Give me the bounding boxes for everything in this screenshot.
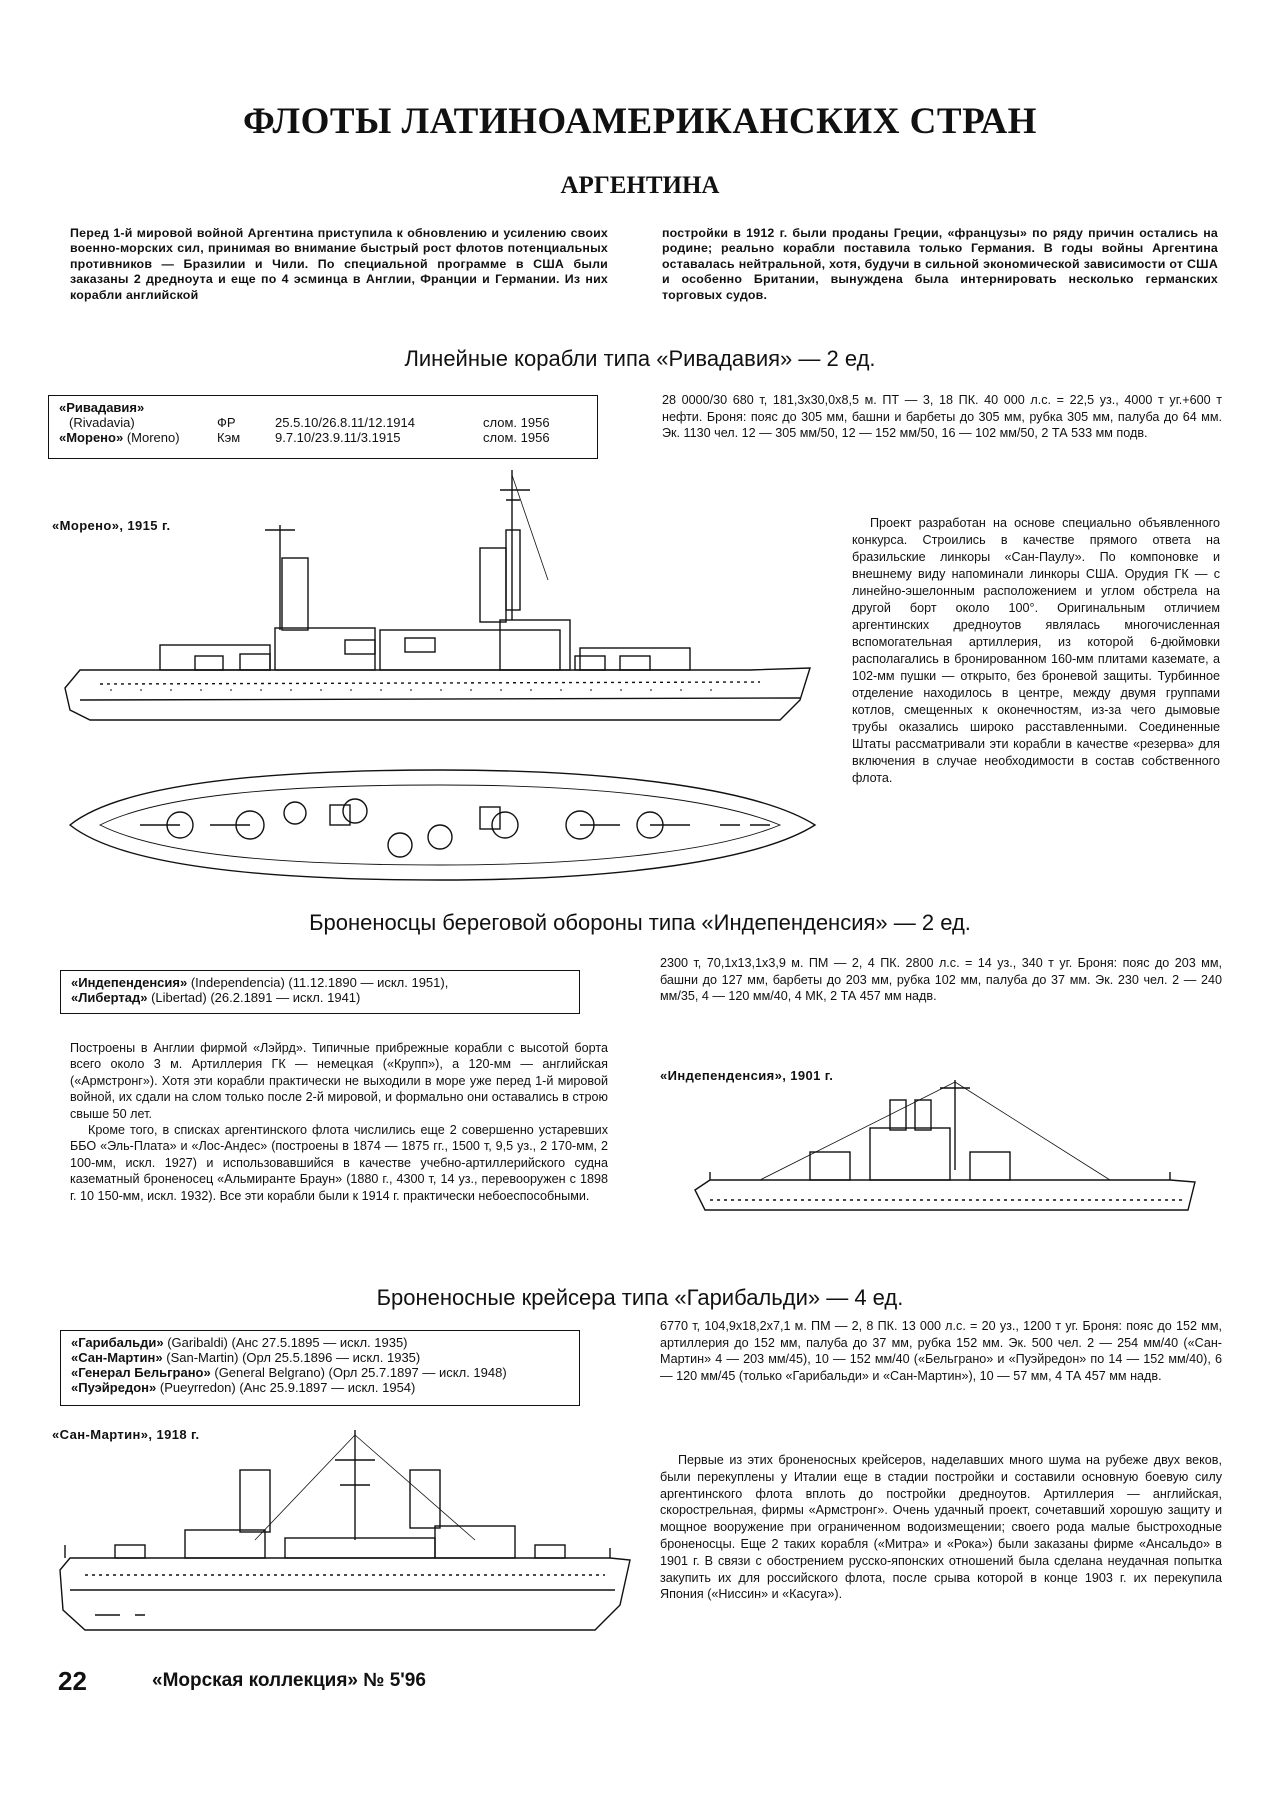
ship-row [59, 415, 558, 430]
ship-details: (Independencia) (11.12.1890 — искл. 1951), [190, 975, 449, 990]
spec-rivadavia: 28 0000/30 680 т, 181,3х30,0х8,5 м. ПТ — 3, 18 ПК. 40 000 л.с. = 22,5 уз., 4000 т уг.+600 т нефти. Броня: пояс до 305 мм, башни и барбеты до 305 мм, рубка 305 мм, палуба до 64 мм. Эк. 1130 чел. 12 — 305 мм/50, 12 — 152 мм/50, 16 — 102 мм/50, 2 ТА 533 мм подв. [662, 393, 1222, 441]
moreno-plan-drawing [60, 745, 820, 895]
ship-list-independencia [60, 970, 580, 1014]
page-number: 22 [58, 1666, 87, 1696]
ship-row [59, 400, 558, 415]
caption-san-martin: «Сан-Мартин», 1918 г. [52, 1427, 200, 1442]
ship-yard: Кэм [217, 430, 241, 445]
ship-name: «Либертад» [71, 990, 148, 1005]
independencia-profile-drawing [690, 1080, 1200, 1240]
section-heading-garibaldi: Броненосные крейсера типа «Гарибальди» — 4 ед. [376, 1285, 904, 1310]
paragraph: Кроме того, в списках аргентинского флота числились еще 2 совершенно устаревших ББО «Эль-Плата» и «Лос-Андес» (построены в 1874 — 1875 гг., 1500 т, 9,5 уз., 2 170-мм, 2 100-мм, искл. 1927) и использовавшийся в качестве учебно-артиллерийского судна казематный броненосец «Альмиранте Браун» (1880 г., 4300 т, 14 уз., перевооружен с 1898 г. 10 150-мм, искл. 1932). Все эти корабли были к 1914 г. практически небоеспособными. [70, 1123, 608, 1203]
spec-garibaldi: 6770 т, 104,9х18,2х7,1 м. ПМ — 2, 8 ПК. 13 000 л.с. = 20 уз., 1200 т уг. Броня: пояс до 152 мм, артиллерия до 152 мм, палуба до 37 мм, рубка 152 мм. Эк. 500 чел. 2 — 254 мм/40 («Сан-Мартин» 4 — 203 мм/45), 10 — 152 мм/40 («Бельграно» и «Пуэйредон» по 14 — 152 мм/40), 6 — 120 мм/45 (только «Гарибальди» и «Сан-Мартин»), 10 — 57 мм, 4 ТА 457 мм надв. [660, 1319, 1222, 1383]
ship-details: (Garibaldi) (Анс 27.5.1895 — искл. 1935) [167, 1335, 408, 1350]
ship-name: «Пуэйредон» [71, 1380, 157, 1395]
section-heading-rivadavia: Линейные корабли типа «Ривадавия» — 2 ед. [404, 346, 876, 371]
spec-independencia: 2300 т, 70,1х13,1х3,9 м. ПМ — 2, 4 ПК. 2800 л.с. = 14 уз., 340 т уг. Броня: пояс до 203 мм, башни до 127 мм, барбеты до 203 мм, рубка 102 мм, палуба до 37 мм. Эк. 230 чел. 2 — 240 мм/35, 4 — 120 мм/40, 4 МК, 2 ТА 457 мм надв. [660, 956, 1222, 1004]
ship-name: «Морено» [59, 430, 124, 445]
ship-name: «Ривадавия» [59, 400, 145, 415]
san-martin-profile-drawing [55, 1430, 635, 1640]
ship-entry [71, 990, 569, 1005]
ship-fate: слом. 1956 [483, 430, 550, 445]
caption-independencia: «Индепенденсия», 1901 г. [660, 1068, 834, 1083]
description-independencia [70, 1040, 608, 1204]
ship-entry [71, 1350, 569, 1365]
country-heading: АРГЕНТИНА [560, 172, 720, 199]
ship-details: (General Belgrano) (Орл 25.7.1897 — искл. 1948) [214, 1365, 507, 1380]
description-garibaldi: Первые из этих броненосных крейсеров, наделавших много шума на рубеже двух веков, были перекуплены у Италии еще в стадии постройки и составили основную боевую силу аргентинского флота вплоть до постройки дредноутов. Артиллерия — английская, скорострельная, фирмы «Армстронг». Очень удачный проект, сочетавший хорошую защиту и мощное вооружение при ограниченном водоизмещении; своего рода малые быстроходные броненосцы. Еще 2 таких корабля («Митра» и «Рока») были заказаны фирме «Ансальдо» в 1901 г. В связи с обострением русско-японских отношений была сделана неудачная попытка закупить их для российского флота, после срыва которой в конце 1903 г. их перекупила Япония («Ниссин» и «Касуга»). [660, 1453, 1222, 1602]
intro-right-column: постройки в 1912 г. были проданы Греции, «французы» по ряду причин остались на родине; реально корабли поставила только Германия. В годы войны Аргентина оставалась нейтральной, хотя, будучи в сильной экономической зависимости от США и особенно Британии, вынуждена была интернировать несколько германских торговых судов. [662, 226, 1218, 302]
ship-name: «Индепенденсия» [71, 975, 188, 990]
ship-latin: (Rivadavia) [69, 415, 135, 430]
ship-entry [71, 975, 569, 990]
section-heading-independencia: Броненосцы береговой обороны типа «Индепенденсия» — 2 ед. [309, 910, 971, 935]
ship-fate: слом. 1956 [483, 415, 550, 430]
ship-name: «Гарибальди» [71, 1335, 164, 1350]
ship-details: (Libertad) (26.2.1891 — искл. 1941) [151, 990, 361, 1005]
ship-name: «Сан-Мартин» [71, 1350, 163, 1365]
intro-left-column: Перед 1-й мировой войной Аргентина приступила к обновлению и усилению своих военно-морских сил, принимая во внимание быстрый рост флотов потенциальных противников — Бразилии и Чили. По специальной программе в США были заказаны 2 дредноута и еще по 4 эсминца в Англии, Франции и Германии. Из них корабли английской [70, 226, 608, 302]
ship-yard: ФР [217, 415, 236, 430]
ship-entry [71, 1365, 569, 1380]
paragraph: Построены в Англии фирмой «Лэйрд». Типичные прибрежные корабли с высотой борта всего около 3 м. Артиллерия ГК — немецкая («Крупп»), а 120-мм — английская («Армстронг»). Хотя эти корабли практически не выходили в море уже перед 1-й мировой войной, их сдали на слом только после 2-й мировой, и формально они оставались в строю свыше 50 лет. [70, 1041, 608, 1121]
ship-table [59, 400, 558, 445]
ship-name: «Генерал Бельграно» [71, 1365, 211, 1380]
ship-latin: (Moreno) [126, 430, 180, 445]
ship-row [59, 430, 558, 445]
page-title: ФЛОТЫ ЛАТИНОАМЕРИКАНСКИХ СТРАН [243, 101, 1037, 142]
ship-list-rivadavia [48, 395, 598, 459]
ship-entry [71, 1380, 569, 1395]
description-rivadavia: Проект разработан на основе специально объявленного конкурса. Строились в качестве прямого ответа на бразильские линкоры «Сан-Паулу». По компоновке и внешнему виду напоминали линкоры США. Орудия ГК — с линейно-эшелонным расположением и углом обстрела на другой борт около 100°. Оригинальным отличием аргентинских дредноутов являлась многочисленная вспомогательная артиллерия, из которой 6-дюймовки располагались в бронированном 160-мм плитами каземате, а 102-мм пушки — открыто, без броневой защиты. Турбинное отделение находилось в центре, между двумя группами котлов, смещенных к оконечностям, из-за чего дымовые трубы оказались широко расставленными. Соединенные Штаты рассматривали эти корабли в качестве «резерва» для включения в случае необходимости в состав собственного флота. [852, 516, 1220, 785]
moreno-profile-drawing [60, 470, 820, 740]
ship-details: (Pueyrredon) (Анс 25.9.1897 — искл. 1954) [159, 1380, 416, 1395]
ship-list-garibaldi [60, 1330, 580, 1406]
caption-moreno: «Морено», 1915 г. [52, 518, 171, 533]
journal-title: «Морская коллекция» № 5'96 [152, 1670, 426, 1691]
ship-details: (San-Martin) (Орл 25.5.1896 — искл. 1935) [166, 1350, 421, 1365]
ship-dates: 9.7.10/23.9.11/3.1915 [275, 430, 401, 445]
ship-dates: 25.5.10/26.8.11/12.1914 [275, 415, 415, 430]
ship-entry [71, 1335, 569, 1350]
